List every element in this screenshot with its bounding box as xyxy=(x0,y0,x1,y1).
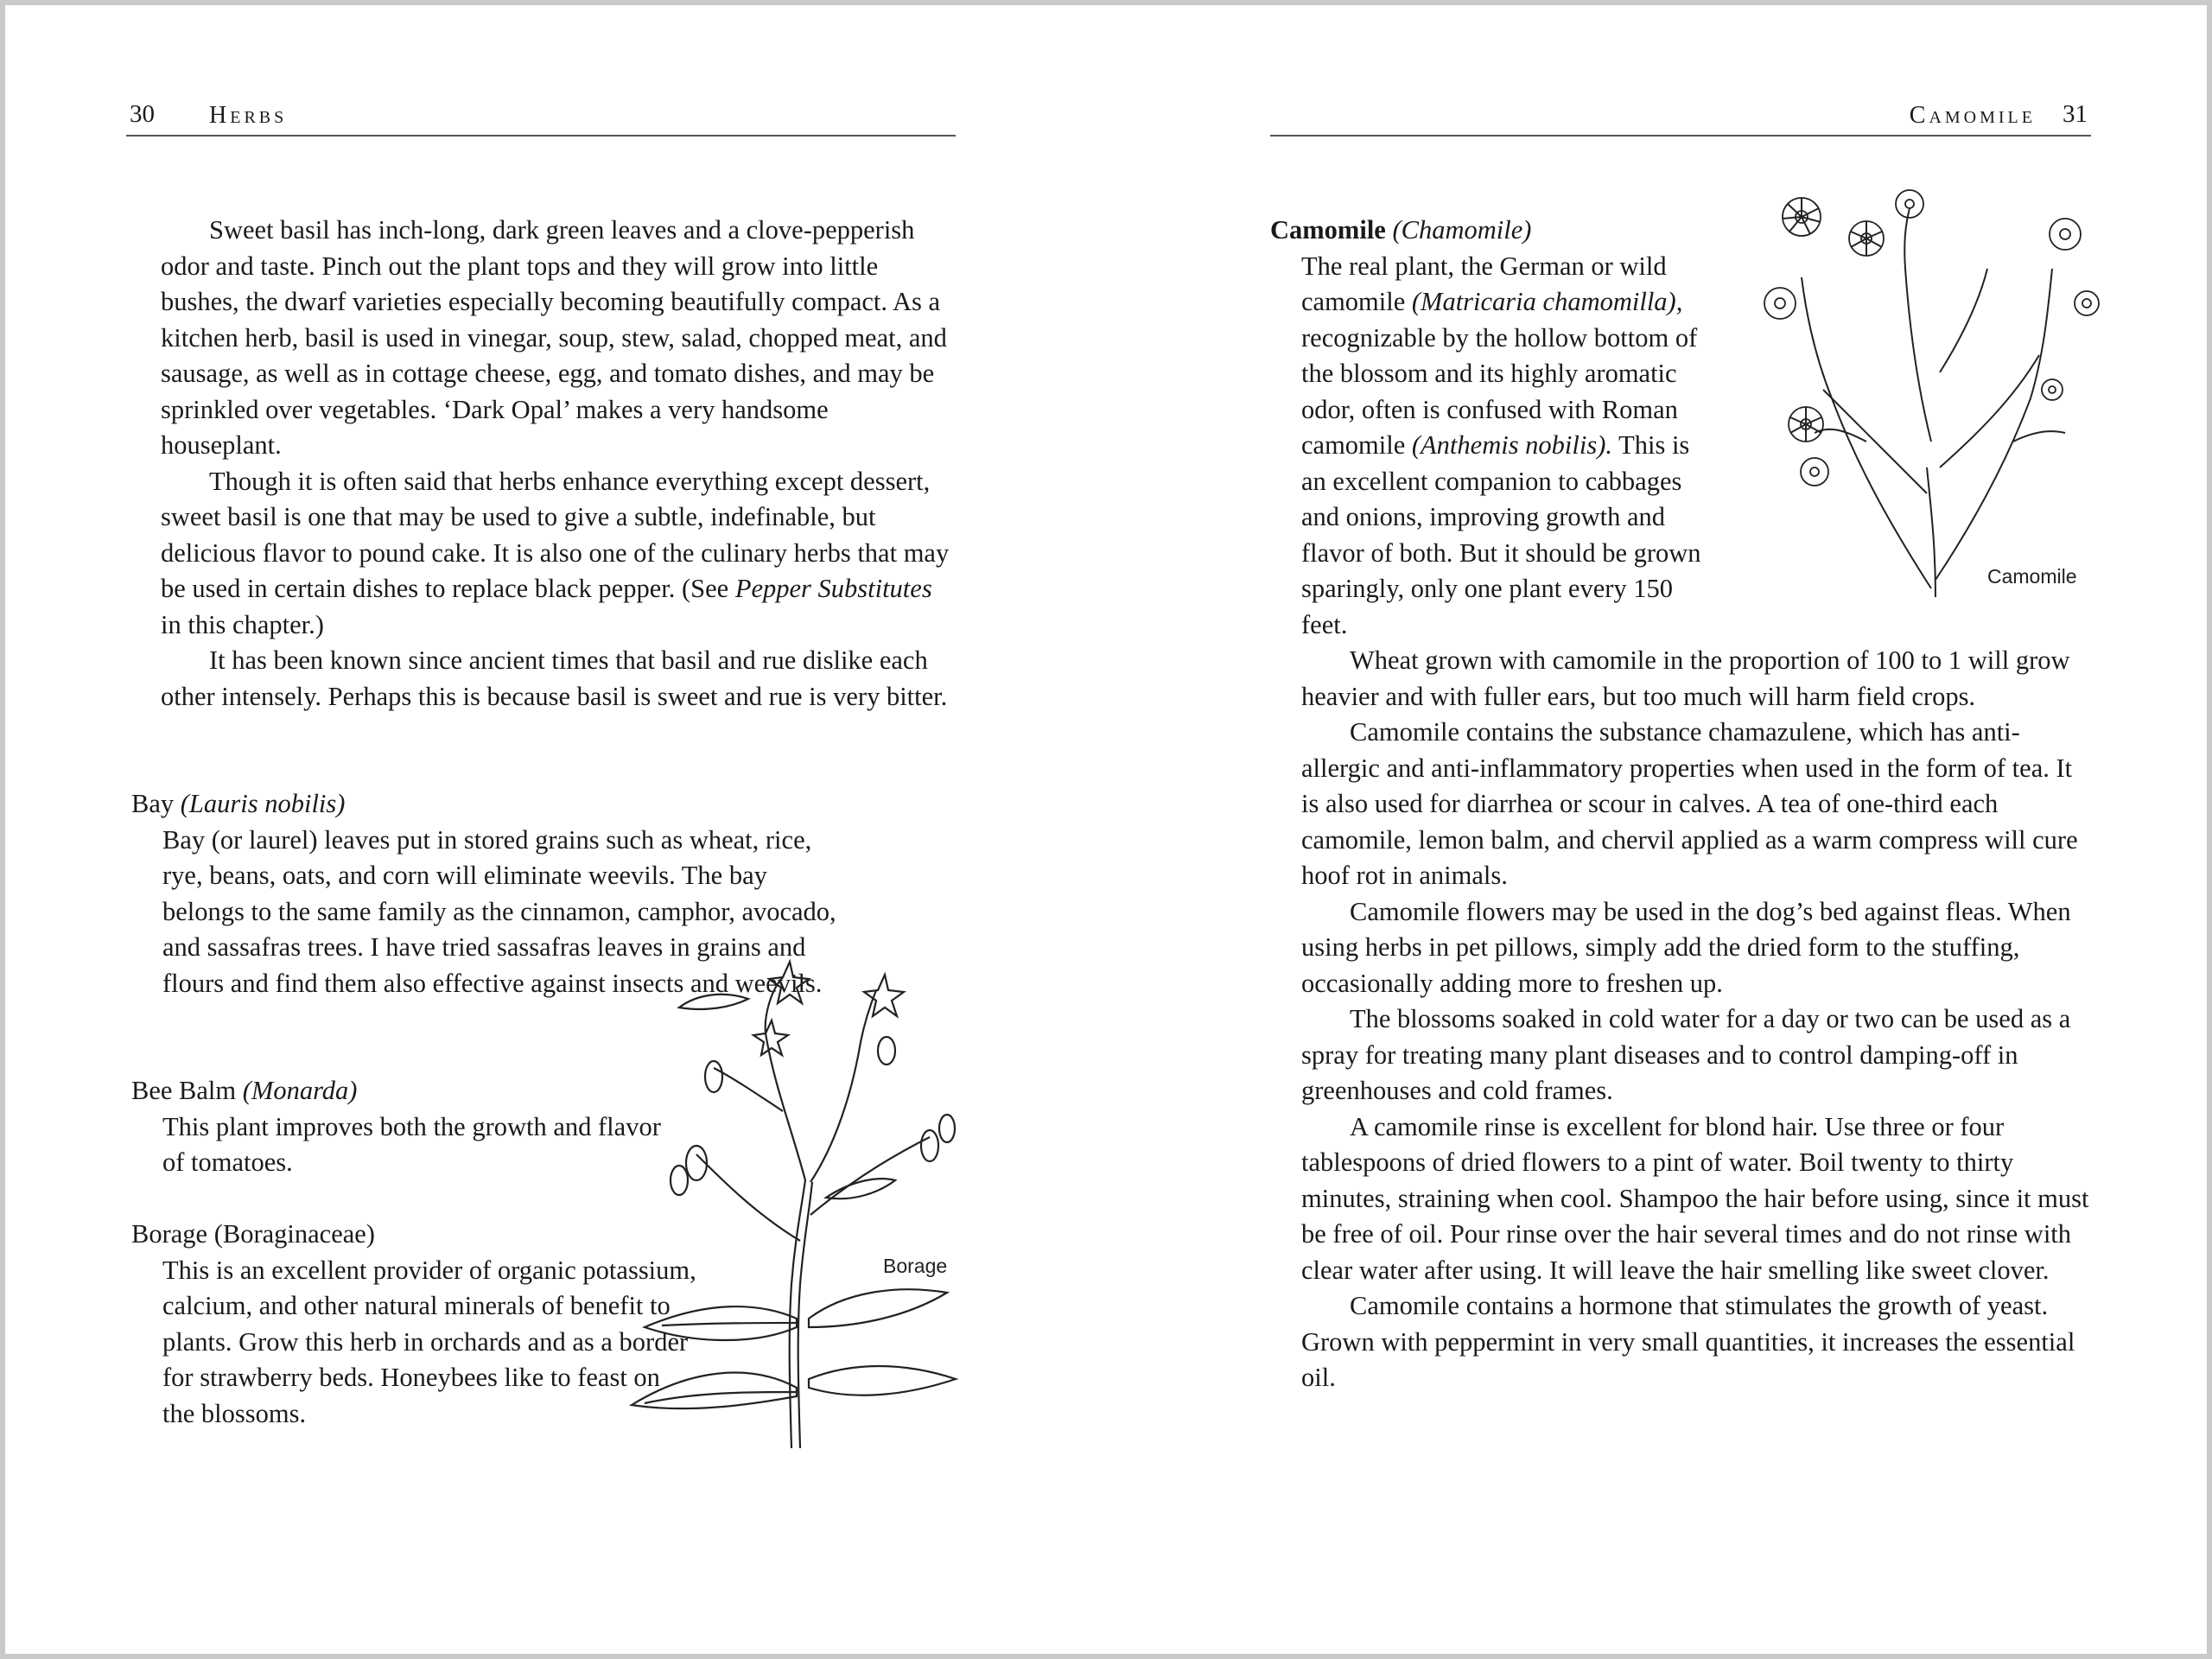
entry-heading: Camomile (Chamomile) xyxy=(1270,215,1532,245)
paragraph: Camomile contains the substance chamazulene, which has anti-allergic and anti-inflammatory properties when used in the form of tea. It is also used for diarrhea or scour in calves. A tea of one-third each camomile, lemon balm, and chervil applied as a warm compress will cure hoof rot in animals. xyxy=(1301,717,2078,890)
page-number: 30 xyxy=(130,100,155,128)
entry-heading: Borage (Boraginaceae) xyxy=(131,1219,375,1249)
figure-caption: Camomile xyxy=(1987,565,2077,588)
basil-section xyxy=(161,213,956,715)
left-page xyxy=(5,5,1106,1654)
running-head-right xyxy=(1270,95,2091,137)
entry-text: This is an excellent provider of organic potassium, calcium, and other natural minerals of benefit to plants. Grow this herb in orchards and as a border for strawberry beds. Honeybees like to feast on the blossoms. xyxy=(162,1255,696,1428)
camomile-illustration xyxy=(1754,182,2117,597)
entry-text: This plant improves both the growth and flavor of tomatoes. xyxy=(162,1111,661,1177)
camomile-body xyxy=(1301,643,2096,1396)
book-spread xyxy=(5,5,2207,1654)
entry-text: The real plant, the German or wild camomile (Matricaria chamomilla), recognizable by the hollow bottom of the blossom and its highly aromatic odor, often is confused with Roman camomile (Anthemis nobilis). This is an excellent companion to cabbages and onions, improving growth and flavor of both. But it should be grown sparingly, only one plant every 150 feet. xyxy=(1301,251,1701,639)
borage-illustration xyxy=(627,956,1007,1457)
paragraph: Wheat grown with camomile in the proportion of 100 to 1 will grow heavier and with fuller ears, but too much will harm field crops. xyxy=(1301,645,2070,711)
paragraph: Sweet basil has inch-long, dark green leaves and a clove-pepperish odor and taste. Pinch out the plant tops and they will grow into little bushes, the dwarf varieties especially becoming beautifully compact. As a kitchen herb, basil is used in vinegar, soup, stew, salad, chopped meat, and sausage, as well as in cottage cheese, egg, and tomato dishes, and may be sprinkled over vegetables. ‘Dark Opal’ makes a very handsome houseplant. xyxy=(161,215,947,460)
paragraph: It has been known since ancient times that basil and rue dislike each other intensely. Perhaps this is because basil is sweet and rue is very bitter. xyxy=(161,645,948,711)
cross-reference: Pepper Substitutes xyxy=(734,574,932,603)
paragraph: Camomile flowers may be used in the dog’s bed against fleas. When using herbs in pet pillows, simply add the dried form to the stuffing, occasionally adding more to freshen up. xyxy=(1301,896,2071,998)
entry-heading: Bay (Lauris nobilis) xyxy=(131,789,346,818)
entry-text: Bay (or laurel) leaves put in stored grains such as wheat, rice, rye, beans, oats, and corn will eliminate weevils. The bay belongs to the same family as the cinnamon, camphor, avocado, and sassafras trees. I have tried sassafras leaves in grains and flours and find them also effective against insects and weevils. xyxy=(162,824,836,998)
paragraph: The blossoms soaked in cold water for a day or two can be used as a spray for treating many plant diseases and to control damping-off in greenhouses and cold frames. xyxy=(1301,1004,2071,1105)
paragraph: A camomile rinse is excellent for blond hair. Use three or four tablespoons of dried flowers to a pint of water. Boil twenty to thirty minutes, straining when cool. Shampoo the hair before using, since it must be free of oil. Pour rinse over the hair several times and do not rinse with clear water after using. It will leave the hair smelling like sweet clover. xyxy=(1301,1111,2089,1285)
right-page xyxy=(1106,5,2207,1654)
entry-heading: Bee Balm (Monarda) xyxy=(131,1076,358,1105)
chapter-title: Camomile xyxy=(1909,102,2036,129)
chapter-title: Herbs xyxy=(209,102,288,129)
page-number: 31 xyxy=(2063,100,2088,128)
running-head-left xyxy=(126,95,956,137)
figure-caption: Borage xyxy=(883,1255,948,1277)
paragraph: Camomile contains a hormone that stimulates the growth of yeast. Grown with peppermint in very small quantities, it increases the essential oil. xyxy=(1301,1291,2075,1392)
paragraph: Though it is often said that herbs enhance everything except dessert, sweet basil is one that may be used to give a subtle, indefinable, but delicious flavor to pound cake. It is also one of the culinary herbs that may be used in certain dishes to replace black pepper. (See Pepper Substitutes in this chapter.) xyxy=(161,466,950,639)
